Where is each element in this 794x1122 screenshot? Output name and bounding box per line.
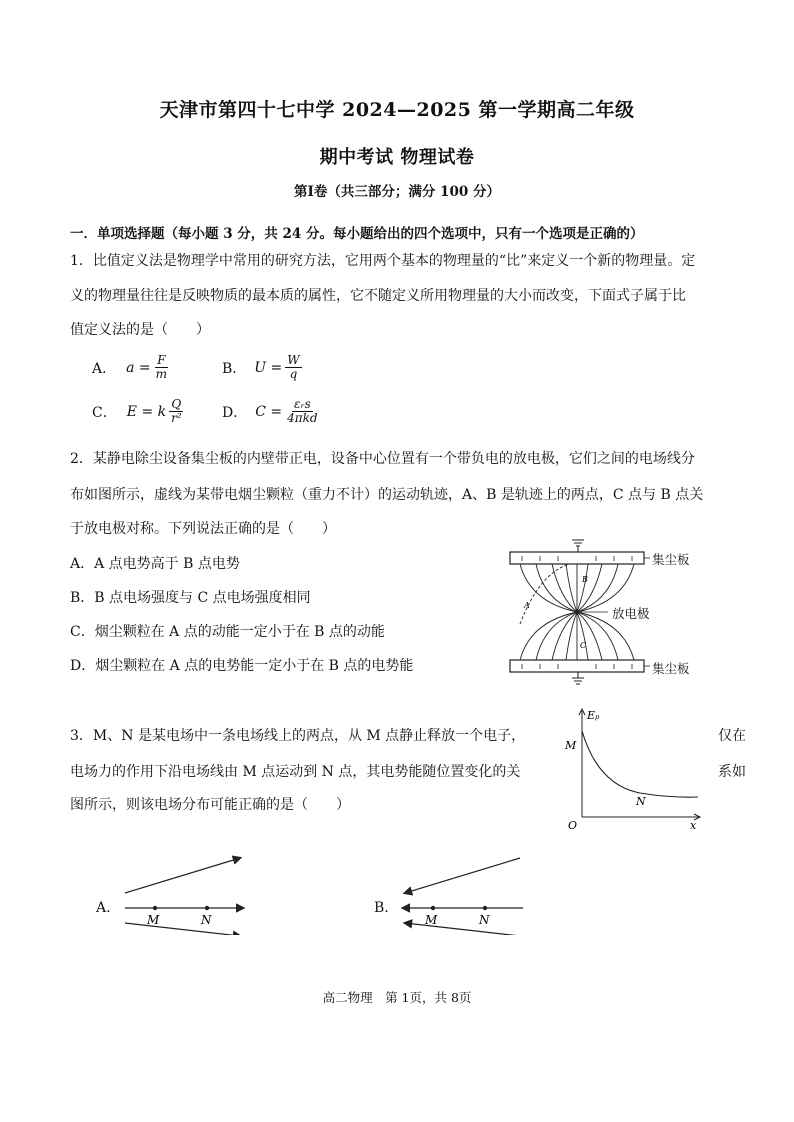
q2-option-c: C．烟尘颗粒在 A 点的动能一定小于在 B 点的动能	[70, 624, 385, 640]
q1-option-c	[92, 398, 184, 425]
q3-line1-end: 仅在	[718, 728, 746, 744]
point-c: C	[580, 641, 587, 650]
y-axis-label: Eₚ	[587, 709, 600, 722]
q2-line1: 2．某静电除尘设备集尘板的内壁带正电，设备中心位置有一个带负电的放电极，它们之间的电场线分	[70, 451, 695, 467]
point-n-dot	[483, 906, 487, 910]
label-discharge-electrode: 放电极	[612, 606, 650, 621]
q3-line3: 图所示，则该电场分布可能正确的是（ ）	[70, 797, 350, 813]
point-b: B	[582, 575, 588, 584]
formula-fraction	[285, 354, 301, 381]
point-m-label: M	[147, 913, 160, 927]
q3-line2-end: 系如	[718, 764, 746, 780]
energy-curve	[582, 731, 698, 797]
fraction-numerator: F	[157, 353, 166, 367]
option-label: B．	[222, 360, 247, 377]
q3-option-b-label: B.	[374, 900, 389, 916]
point-n-label: N	[479, 913, 490, 927]
formula-fraction	[154, 354, 169, 381]
q1-line2: 义的物理量往往是反映物质的最本质的属性，它不随定义所用物理量的大小而改变，下面式子属于比	[70, 288, 686, 304]
collector-plate-bottom	[510, 660, 644, 672]
q1-option-a	[92, 354, 169, 381]
exam-subtitle: 期中考试 物理试卷	[319, 147, 475, 168]
formula-lhs: E = k	[126, 403, 167, 420]
option-label: C．	[92, 404, 117, 421]
ground-symbol-bottom	[572, 672, 584, 684]
graph-m-label: M	[565, 739, 577, 752]
q2-line3: 于放电极对称。下列说法正确的是（ ）	[70, 521, 336, 537]
fraction-denominator: q	[289, 367, 298, 381]
fraction-denominator: 4πkd	[287, 411, 318, 425]
fraction-denominator: r²	[171, 411, 182, 425]
fraction-numerator: Q	[171, 397, 182, 411]
q1-option-d	[222, 398, 320, 425]
fraction-denominator: m	[155, 367, 168, 381]
formula-lhs: U =	[254, 359, 283, 376]
formula-lhs: a =	[126, 359, 151, 376]
collector-plate-top	[510, 552, 644, 564]
q3-line1: 3．M、N 是某电场中一条电场线上的两点，从 M 点静止释放一个电子，	[70, 728, 526, 744]
point-m-label: M	[425, 913, 438, 927]
formula-fraction	[285, 398, 319, 425]
q1-line3: 值定义法的是（ ）	[70, 322, 210, 338]
option-label: D．	[222, 404, 248, 421]
q2-line2: 布如图所示，虚线为某带电烟尘颗粒（重力不计）的运动轨迹，A、B 是轨迹上的两点，C 点与 B 点关	[70, 487, 704, 503]
discharge-electrode	[575, 610, 579, 614]
x-axis-label: x	[690, 819, 697, 832]
potential-energy-graph	[560, 705, 710, 835]
formula-lhs: C =	[255, 403, 283, 420]
q2-option-a: A．A 点电势高于 B 点电势	[70, 556, 240, 572]
fraction-numerator: εᵣs	[294, 397, 311, 411]
formula-fraction	[169, 398, 184, 425]
graph-n-label: N	[636, 795, 646, 808]
ground-symbol-top	[572, 540, 584, 552]
point-m-dot	[153, 906, 157, 910]
point-a: A	[524, 601, 530, 610]
page-footer: 高二物理 第 1页，共 8页	[322, 990, 472, 1005]
q3-option-a-diagram	[115, 850, 250, 935]
point-m-dot	[431, 906, 435, 910]
q2-option-b: B．B 点电场强度与 C 点电场强度相同	[70, 590, 311, 606]
fraction-numerator: W	[287, 353, 300, 367]
q1-line1: 1．比值定义法是物理学中常用的研究方法，它用两个基本的物理量的“比”来定义一个新的物理量。定	[70, 253, 696, 269]
label-collector-top: 集尘板	[652, 552, 690, 567]
point-n-label: N	[201, 913, 212, 927]
q2-option-d: D．烟尘颗粒在 A 点的电势能一定小于在 B 点的电势能	[70, 658, 414, 674]
q3-option-b-diagram	[395, 850, 530, 935]
label-collector-bottom: 集尘板	[652, 661, 690, 676]
q3-option-a-label: A.	[96, 900, 111, 916]
option-label: A．	[92, 360, 117, 377]
q1-option-b	[222, 354, 302, 381]
q3-line2: 电场力的作用下沿电场线由 M 点运动到 N 点，其电势能随位置变化的关	[70, 764, 521, 780]
origin-label: O	[568, 819, 578, 832]
point-n-dot	[205, 906, 209, 910]
exam-title: 天津市第四十七中学 2024—2025 第一学期高二年级	[159, 99, 635, 121]
section-heading: 一．单项选择题（每小题 3 分，共 24 分。每小题给出的四个选项中，只有一个选项是正确的）	[70, 226, 644, 242]
volume-info: 第Ⅰ卷（共三部分；满分 100 分）	[294, 184, 500, 200]
